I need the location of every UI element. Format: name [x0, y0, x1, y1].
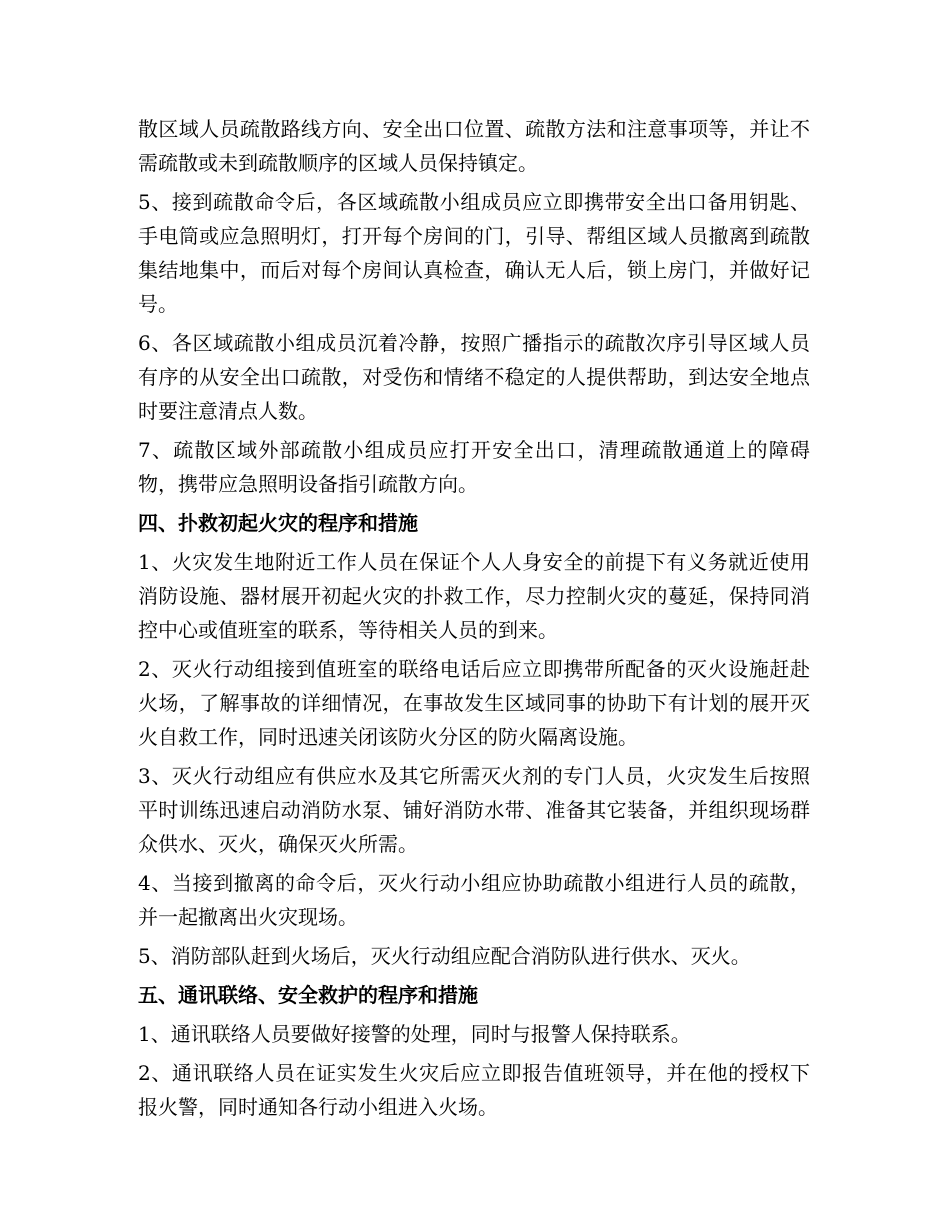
paragraph-evacuation-step-5: 5、接到疏散命令后，各区域疏散小组成员应立即携带安全出口备用钥匙、手电筒或应急照明灯，打开每个房间的门，引导、帮组区域人员撤离到疏散集结地集中，而后对每个房间认真检查，确认无人后，锁上房门，并做好记号。	[138, 190, 810, 316]
paragraph-firefighting-step-4: 4、当接到撤离的命令后，灭火行动小组应协助疏散小组进行人员的疏散，并一起撤离出火灾现场。	[138, 871, 810, 929]
paragraph-evacuation-step-6: 6、各区域疏散小组成员沉着冷静，按照广播指示的疏散次序引导区域人员有序的从安全出口疏散，对受伤和情绪不稳定的人提供帮助，到达安全地点时要注意清点人数。	[138, 331, 810, 423]
paragraph-firefighting-step-3: 3、灭火行动组应有供应水及其它所需灭火剂的专门人员，火灾发生后按照平时训练迅速启动消防水泵、铺好消防水带、准备其它装备，并组织现场群众供水、灭火，确保灭火所需。	[138, 764, 810, 856]
paragraph-communication-step-2: 2、通讯联络人员在证实发生火灾后应立即报告值班领导，并在他的授权下报火警，同时通知各行动小组进入火场。	[138, 1061, 810, 1119]
document-page	[138, 112, 810, 1129]
section-heading-firefighting: 四、扑救初起火灾的程序和措施	[138, 511, 418, 535]
paragraph-communication-step-1: 1、通讯联络人员要做好接警的处理，同时与报警人保持联系。	[138, 1022, 691, 1046]
paragraph-evacuation-continued: 散区域人员疏散路线方向、安全出口位置、疏散方法和注意事项等，并让不需疏散或未到疏散顺序的区域人员保持镇定。	[138, 117, 810, 175]
paragraph-evacuation-step-7: 7、疏散区域外部疏散小组成员应打开安全出口，清理疏散通道上的障碍物，携带应急照明设备指引疏散方向。	[138, 438, 810, 496]
section-heading-communication: 五、通讯联络、安全救护的程序和措施	[138, 983, 478, 1007]
paragraph-firefighting-step-5: 5、消防部队赶到火场后，灭火行动组应配合消防队进行供水、灭火。	[138, 944, 751, 968]
paragraph-firefighting-step-1: 1、火灾发生地附近工作人员在保证个人人身安全的前提下有义务就近使用消防设施、器材展开初起火灾的扑救工作，尽力控制火灾的蔓延，保持同消控中心或值班室的联系，等待相关人员的到来。	[138, 550, 810, 642]
paragraph-firefighting-step-2: 2、灭火行动组接到值班室的联络电话后应立即携带所配备的灭火设施赶赴火场，了解事故的详细情况，在事故发生区域同事的协助下有计划的展开灭火自救工作，同时迅速关闭该防火分区的防火隔离设施。	[138, 657, 810, 749]
